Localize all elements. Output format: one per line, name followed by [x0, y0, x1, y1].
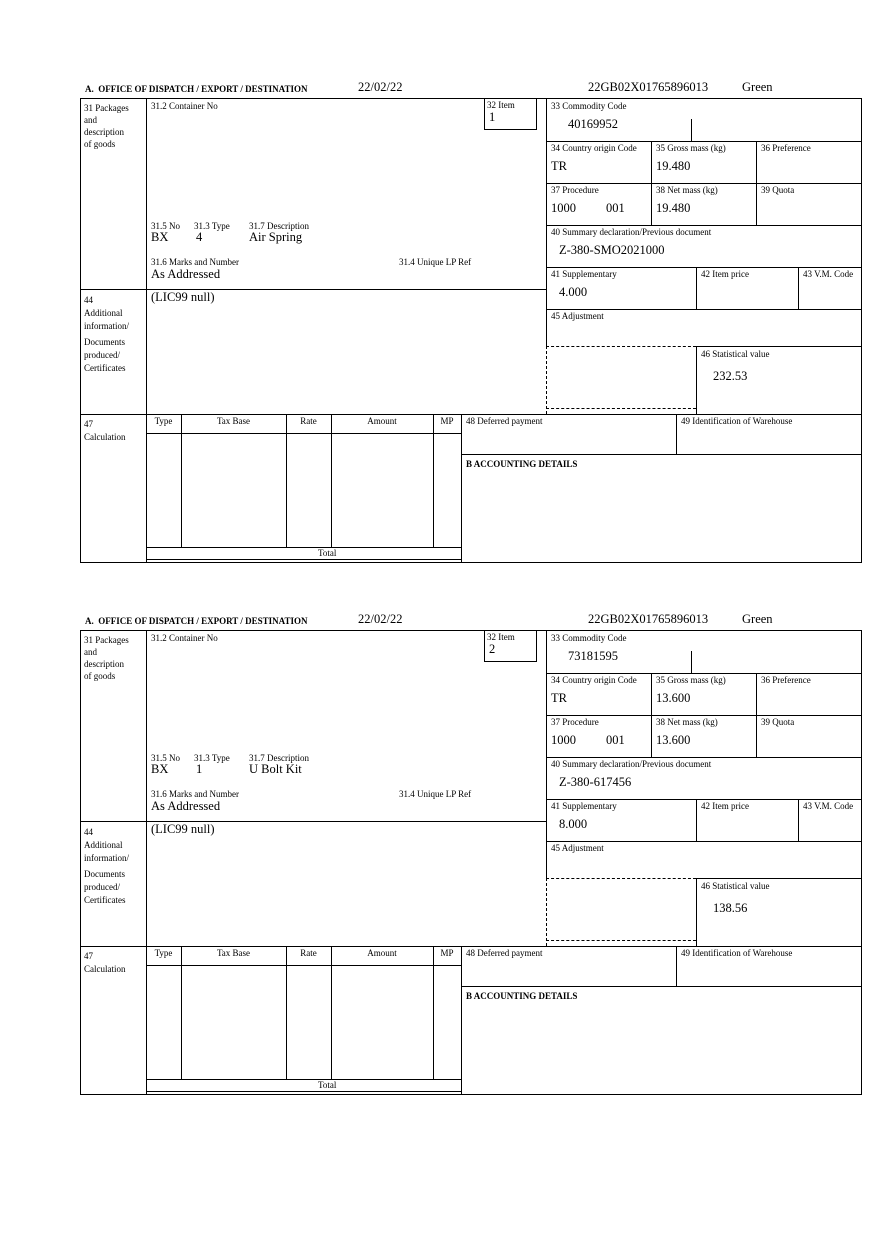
- supplementary-label: 41 Supplementary: [551, 801, 617, 811]
- divider: [546, 757, 861, 758]
- preference-label: 36 Preference: [761, 675, 811, 685]
- item-section-2: [80, 612, 862, 1102]
- divider: [546, 878, 696, 879]
- quota-label: 39 Quota: [761, 185, 795, 195]
- divider: [81, 414, 861, 415]
- divider: [756, 183, 757, 225]
- additional-info-label-line: 44: [84, 295, 93, 305]
- divider: [691, 119, 692, 141]
- country-origin-value: TR: [551, 691, 567, 705]
- divider: [798, 799, 799, 841]
- vm-code-label: 43 V.M. Code: [803, 269, 854, 279]
- net-mass-label: 38 Net mass (kg): [656, 717, 718, 727]
- marks-value: As Addressed: [151, 267, 221, 281]
- divider: [546, 673, 861, 674]
- net-mass-value: 13.600: [656, 733, 691, 747]
- unique-lp-ref-label: 31.4 Unique LP Ref: [399, 257, 472, 267]
- commodity-code-label: 33 Commodity Code: [551, 101, 627, 111]
- divider: [546, 309, 861, 310]
- statistical-value-label: 46 Statistical value: [701, 349, 770, 359]
- divider: [546, 715, 861, 716]
- package-no-label: 31.5 No: [151, 753, 180, 763]
- commodity-code-value: 73181595: [568, 649, 618, 663]
- divider: [546, 183, 861, 184]
- item-number-box: [484, 99, 537, 130]
- package-type-value: 4: [196, 230, 203, 244]
- statistical-value: 232.53: [713, 369, 748, 383]
- divider: [146, 433, 461, 434]
- item-label: 32 Item: [487, 100, 515, 110]
- gross-mass-label: 35 Gross mass (kg): [656, 675, 726, 685]
- additional-info-value: (LIC99 null): [151, 822, 215, 836]
- packages-label-line: of goods: [84, 139, 116, 149]
- procedure-value-2: 001: [606, 201, 625, 215]
- preference-label: 36 Preference: [761, 143, 811, 153]
- total-label: Total: [318, 1080, 337, 1090]
- statistical-value-label: 46 Statistical value: [701, 881, 770, 891]
- item-form-box: [80, 98, 862, 563]
- divider: [461, 454, 861, 455]
- packages-label-line: and: [84, 647, 97, 657]
- additional-info-label-line: produced/: [84, 350, 120, 360]
- tax-amount-header: Amount: [367, 948, 397, 958]
- summary-declaration-label: 40 Summary declaration/Previous document: [551, 759, 712, 769]
- procedure-label: 37 Procedure: [551, 185, 599, 195]
- office-of-dispatch-label: A. OFFICE OF DISPATCH / EXPORT / DESTINATION: [85, 84, 308, 94]
- vm-code-label: 43 V.M. Code: [803, 801, 854, 811]
- tax-type-header: Type: [154, 416, 173, 426]
- accounting-details-label: B ACCOUNTING DETAILS: [466, 991, 578, 1001]
- tax-base-header: Tax Base: [216, 416, 251, 426]
- unique-lp-ref-label: 31.4 Unique LP Ref: [399, 789, 472, 799]
- dispatch-date: 22/02/22: [358, 612, 403, 626]
- divider: [546, 940, 696, 941]
- additional-info-label-line: information/: [84, 853, 129, 863]
- net-mass-value: 19.480: [656, 201, 691, 215]
- declaration-reference: 22GB02X01765896013: [588, 80, 709, 94]
- divider: [546, 346, 547, 414]
- warehouse-id-label: 49 Identification of Warehouse: [681, 948, 793, 958]
- package-no-value: BX: [151, 762, 169, 776]
- item-number: 2: [489, 642, 496, 656]
- divider: [546, 346, 696, 347]
- tax-amount-header: Amount: [367, 416, 397, 426]
- packages-label-line: of goods: [84, 671, 116, 681]
- goods-description-label: 31.7 Description: [249, 753, 309, 763]
- summary-declaration-value: Z-380-SMO2021000: [559, 243, 665, 257]
- divider: [146, 547, 461, 548]
- procedure-label: 37 Procedure: [551, 717, 599, 727]
- tax-mp-header: MP: [440, 416, 454, 426]
- package-no-label: 31.5 No: [151, 221, 180, 231]
- container-no-label: 31.2 Container No: [151, 633, 218, 643]
- accounting-details-label: B ACCOUNTING DETAILS: [466, 459, 578, 469]
- divider: [461, 946, 462, 1094]
- marks-label: 31.6 Marks and Number: [151, 257, 239, 267]
- divider: [81, 946, 861, 947]
- item-number-box: [484, 631, 537, 662]
- divider: [651, 715, 652, 757]
- item-price-label: 42 Item price: [701, 801, 749, 811]
- divider: [696, 878, 697, 946]
- country-origin-label: 34 Country origin Code: [551, 143, 637, 153]
- item-label: 32 Item: [487, 632, 515, 642]
- tax-type-header: Type: [154, 948, 173, 958]
- calculation-label-line: 47: [84, 419, 93, 429]
- additional-info-label-line: Certificates: [84, 363, 126, 373]
- divider: [696, 878, 861, 879]
- dispatch-date: 22/02/22: [358, 80, 403, 94]
- additional-info-label-line: Additional: [84, 308, 123, 318]
- office-of-dispatch-label: A. OFFICE OF DISPATCH / EXPORT / DESTINATION: [85, 616, 308, 626]
- statistical-value: 138.56: [713, 901, 748, 915]
- adjustment-label: 45 Adjustment: [551, 311, 604, 321]
- summary-declaration-label: 40 Summary declaration/Previous document: [551, 227, 712, 237]
- package-no-value: BX: [151, 230, 169, 244]
- gross-mass-value: 19.480: [656, 159, 691, 173]
- divider: [756, 673, 757, 715]
- additional-info-label-line: Documents: [84, 869, 125, 879]
- tax-base-header: Tax Base: [216, 948, 251, 958]
- tax-rate-header: Rate: [300, 416, 317, 426]
- packages-label-line: description: [84, 127, 124, 137]
- supplementary-value: 8.000: [559, 817, 588, 831]
- divider: [696, 346, 697, 414]
- additional-info-value: (LIC99 null): [151, 290, 215, 304]
- divider: [146, 1091, 461, 1092]
- commodity-code-value: 40169952: [568, 117, 618, 131]
- packages-label-line: 31 Packages: [84, 103, 129, 113]
- package-type-label: 31.3 Type: [194, 221, 230, 231]
- divider: [546, 878, 547, 946]
- warehouse-id-label: 49 Identification of Warehouse: [681, 416, 793, 426]
- divider: [756, 141, 757, 183]
- divider: [691, 651, 692, 673]
- calculation-label-line: Calculation: [84, 964, 126, 974]
- divider: [651, 141, 652, 183]
- marks-value: As Addressed: [151, 799, 221, 813]
- package-type-label: 31.3 Type: [194, 753, 230, 763]
- tax-mp-header: MP: [440, 948, 454, 958]
- supplementary-label: 41 Supplementary: [551, 269, 617, 279]
- calculation-label-line: Calculation: [84, 432, 126, 442]
- deferred-payment-label: 48 Deferred payment: [466, 416, 543, 426]
- additional-info-label-line: 44: [84, 827, 93, 837]
- divider: [546, 141, 861, 142]
- marks-label: 31.6 Marks and Number: [151, 789, 239, 799]
- divider: [676, 414, 677, 454]
- divider: [146, 965, 461, 966]
- divider: [651, 673, 652, 715]
- additional-info-label-line: Additional: [84, 840, 123, 850]
- packages-label-line: description: [84, 659, 124, 669]
- net-mass-label: 38 Net mass (kg): [656, 185, 718, 195]
- divider: [461, 986, 861, 987]
- package-type-value: 1: [196, 762, 203, 776]
- procedure-value-2: 001: [606, 733, 625, 747]
- container-no-label: 31.2 Container No: [151, 101, 218, 111]
- divider: [146, 99, 147, 562]
- gross-mass-value: 13.600: [656, 691, 691, 705]
- item-form-box: [80, 630, 862, 1095]
- country-origin-label: 34 Country origin Code: [551, 675, 637, 685]
- divider: [546, 225, 861, 226]
- packages-label-line: 31 Packages: [84, 635, 129, 645]
- goods-description-value: U Bolt Kit: [249, 762, 302, 776]
- additional-info-label-line: produced/: [84, 882, 120, 892]
- quota-label: 39 Quota: [761, 717, 795, 727]
- gross-mass-label: 35 Gross mass (kg): [656, 143, 726, 153]
- divider: [146, 559, 461, 560]
- goods-description-value: Air Spring: [249, 230, 303, 244]
- divider: [696, 267, 697, 309]
- divider: [696, 346, 861, 347]
- item-price-label: 42 Item price: [701, 269, 749, 279]
- divider: [676, 946, 677, 986]
- commodity-code-label: 33 Commodity Code: [551, 633, 627, 643]
- divider: [651, 183, 652, 225]
- summary-declaration-value: Z-380-617456: [559, 775, 632, 789]
- supplementary-value: 4.000: [559, 285, 588, 299]
- divider: [546, 841, 861, 842]
- routing-indicator: Green: [742, 612, 773, 626]
- additional-info-label-line: information/: [84, 321, 129, 331]
- divider: [461, 414, 462, 562]
- divider: [546, 799, 861, 800]
- calculation-label-line: 47: [84, 951, 93, 961]
- total-label: Total: [318, 548, 337, 558]
- divider: [696, 799, 697, 841]
- divider: [756, 715, 757, 757]
- declaration-reference: 22GB02X01765896013: [588, 612, 709, 626]
- divider: [798, 267, 799, 309]
- divider: [146, 631, 147, 1094]
- adjustment-label: 45 Adjustment: [551, 843, 604, 853]
- item-number: 1: [489, 110, 496, 124]
- packages-label-line: and: [84, 115, 97, 125]
- deferred-payment-label: 48 Deferred payment: [466, 948, 543, 958]
- divider: [546, 267, 861, 268]
- tax-rate-header: Rate: [300, 948, 317, 958]
- procedure-value-1: 1000: [551, 733, 576, 747]
- country-origin-value: TR: [551, 159, 567, 173]
- item-section-1: [80, 80, 862, 570]
- additional-info-label-line: Certificates: [84, 895, 126, 905]
- additional-info-label-line: Documents: [84, 337, 125, 347]
- divider: [546, 408, 696, 409]
- divider: [146, 1079, 461, 1080]
- routing-indicator: Green: [742, 80, 773, 94]
- goods-description-label: 31.7 Description: [249, 221, 309, 231]
- procedure-value-1: 1000: [551, 201, 576, 215]
